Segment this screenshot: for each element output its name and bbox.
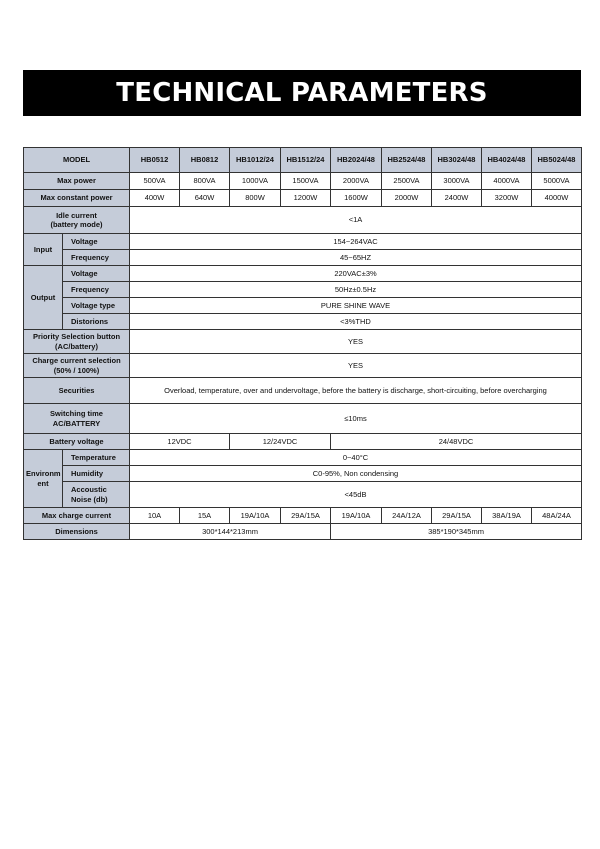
max-charge-current-row [24, 508, 582, 524]
environment-noise-label-line1: Accoustic [71, 485, 107, 495]
output-voltage-type-label: Voltage type [63, 298, 130, 314]
battery-voltage-cell: 24/48VDC [331, 434, 582, 450]
model-cell: HB0512 [130, 148, 180, 173]
output-voltage-type-value: PURE SHINE WAVE [130, 298, 582, 314]
battery-voltage-label: Battery voltage [24, 434, 130, 450]
environment-temperature-row [24, 450, 582, 466]
model-cell: HB1512/24 [281, 148, 331, 173]
priority-label [24, 330, 130, 354]
max-charge-current-cell: 15A [180, 508, 230, 524]
model-label: MODEL [24, 148, 130, 173]
environment-label-line2: ent [37, 478, 49, 488]
securities-label: Securities [24, 378, 130, 404]
priority-label-line2: (AC/battery) [55, 341, 98, 351]
output-voltage-row [24, 266, 582, 282]
environment-noise-label-line2: Noise (db) [71, 494, 108, 504]
page-title: TECHNICAL PARAMETERS [116, 78, 488, 108]
max-power-row [24, 173, 582, 190]
max-charge-current-cell: 29A/15A [281, 508, 331, 524]
environment-noise-label [63, 482, 130, 508]
model-cell: HB0812 [180, 148, 230, 173]
max-power-cell: 3000VA [432, 173, 482, 190]
max-constant-power-cell: 400W [130, 190, 180, 207]
switching-time-row [24, 404, 582, 434]
spec-table [23, 147, 582, 540]
output-label: Output [24, 266, 63, 330]
battery-voltage-row [24, 434, 582, 450]
charge-selection-label-line2: (50% / 100%) [53, 365, 100, 375]
max-power-cell: 5000VA [532, 173, 582, 190]
max-charge-current-cell: 29A/15A [432, 508, 482, 524]
environment-temperature-label: Temperature [63, 450, 130, 466]
switching-time-value: ≤10ms [130, 404, 582, 434]
input-label: Input [24, 234, 63, 266]
switching-time-label-line2: AC/BATTERY [52, 418, 101, 428]
output-frequency-value: 50Hz±0.5Hz [130, 282, 582, 298]
battery-voltage-cell: 12VDC [130, 434, 230, 450]
max-power-cell: 800VA [180, 173, 230, 190]
environment-noise-row [24, 482, 582, 508]
dimensions-cell: 385*190*345mm [331, 524, 582, 540]
max-charge-current-cell: 19A/10A [230, 508, 281, 524]
max-charge-current-cell: 24A/12A [382, 508, 432, 524]
priority-value: YES [130, 330, 582, 354]
max-charge-current-cell: 19A/10A [331, 508, 382, 524]
idle-current-label-line1: Idle current [56, 210, 97, 220]
dimensions-row [24, 524, 582, 540]
switching-time-label-line1: Switching time [50, 409, 103, 419]
max-constant-power-cell: 2400W [432, 190, 482, 207]
max-constant-power-cell: 1200W [281, 190, 331, 207]
environment-label-line1: Environm [26, 469, 61, 479]
charge-selection-label [24, 354, 130, 378]
input-frequency-value: 45~65HZ [130, 250, 582, 266]
idle-current-label-line2: (battery mode) [50, 220, 103, 229]
output-distortions-label: Distorions [63, 314, 130, 330]
input-voltage-label: Voltage [63, 234, 130, 250]
battery-voltage-cell: 12/24VDC [230, 434, 331, 450]
priority-row [24, 330, 582, 354]
environment-temperature-value: 0~40°C [130, 450, 582, 466]
dimensions-cell: 300*144*213mm [130, 524, 331, 540]
max-constant-power-cell: 1600W [331, 190, 382, 207]
input-voltage-value: 154~264VAC [130, 234, 582, 250]
title-banner [23, 70, 581, 116]
max-power-cell: 1500VA [281, 173, 331, 190]
max-charge-current-label: Max charge current [24, 508, 130, 524]
model-cell: HB3024/48 [432, 148, 482, 173]
environment-label [24, 450, 63, 508]
max-charge-current-cell: 38A/19A [482, 508, 532, 524]
model-row [24, 148, 582, 173]
input-voltage-row [24, 234, 582, 250]
output-voltage-type-row [24, 298, 582, 314]
environment-humidity-row [24, 466, 582, 482]
output-voltage-label: Voltage [63, 266, 130, 282]
max-constant-power-cell: 3200W [482, 190, 532, 207]
max-constant-power-label: Max constant power [24, 190, 130, 207]
input-frequency-row [24, 250, 582, 266]
output-distortions-value: <3%THD [130, 314, 582, 330]
max-constant-power-cell: 800W [230, 190, 281, 207]
idle-current-row [24, 207, 582, 234]
max-constant-power-cell: 640W [180, 190, 230, 207]
environment-humidity-label: Humidity [63, 466, 130, 482]
dimensions-label: Dimensions [24, 524, 130, 540]
max-power-cell: 2000VA [331, 173, 382, 190]
output-distortions-row [24, 314, 582, 330]
max-power-cell: 4000VA [482, 173, 532, 190]
switching-time-label [24, 404, 130, 434]
output-frequency-row [24, 282, 582, 298]
model-cell: HB5024/48 [532, 148, 582, 173]
priority-label-line1: Priority Selection button [32, 332, 121, 342]
securities-value: Overload, temperature, over and undervoltage, before the battery is discharge, short-circuiting, before overcharging [130, 378, 582, 404]
model-cell: HB2024/48 [331, 148, 382, 173]
max-power-cell: 2500VA [382, 173, 432, 190]
max-constant-power-cell: 2000W [382, 190, 432, 207]
max-constant-power-row [24, 190, 582, 207]
idle-current-label [24, 207, 130, 234]
max-power-cell: 500VA [130, 173, 180, 190]
max-charge-current-cell: 10A [130, 508, 180, 524]
output-voltage-value: 220VAC±3% [130, 266, 582, 282]
securities-row [24, 378, 582, 404]
model-cell: HB2524/48 [382, 148, 432, 173]
max-charge-current-cell: 48A/24A [532, 508, 582, 524]
charge-selection-label-line1: Charge current selection [32, 356, 121, 366]
model-cell: HB1012/24 [230, 148, 281, 173]
charge-selection-row [24, 354, 582, 378]
charge-selection-value: YES [130, 354, 582, 378]
environment-noise-value: <45dB [130, 482, 582, 508]
idle-current-value: <1A [130, 207, 582, 234]
model-cell: HB4024/48 [482, 148, 532, 173]
environment-humidity-value: C0-95%, Non condensing [130, 466, 582, 482]
max-power-label: Max power [24, 173, 130, 190]
max-constant-power-cell: 4000W [532, 190, 582, 207]
output-frequency-label: Frequency [63, 282, 130, 298]
max-power-cell: 1000VA [230, 173, 281, 190]
input-frequency-label: Frequency [63, 250, 130, 266]
